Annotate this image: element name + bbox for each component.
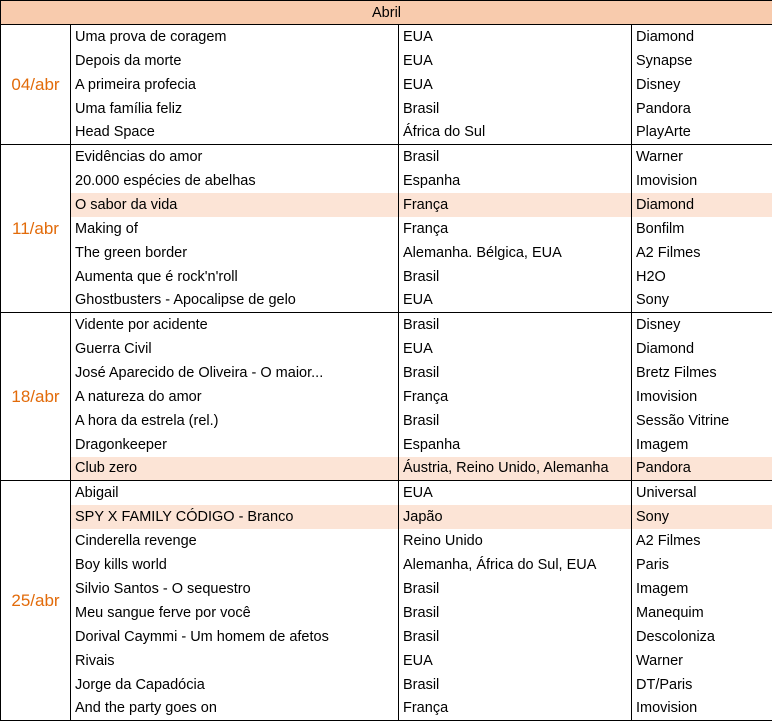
- release-rows: [1, 25, 772, 721]
- country-cell: EUA: [399, 481, 632, 505]
- distributor-cell: Imagem: [632, 577, 772, 601]
- movie-title-cell: José Aparecido de Oliveira - O maior...: [71, 361, 399, 385]
- distributor-cell: Imovision: [632, 385, 772, 409]
- release-row: [1, 337, 772, 361]
- movie-title-cell: A natureza do amor: [71, 385, 399, 409]
- release-row: [1, 145, 772, 169]
- release-row: [1, 217, 772, 241]
- country-cell: Brasil: [399, 97, 632, 121]
- distributor-cell: A2 Filmes: [632, 529, 772, 553]
- movie-title-cell: The green border: [71, 241, 399, 265]
- movie-title-cell: Cinderella revenge: [71, 529, 399, 553]
- distributor-cell: Sony: [632, 289, 772, 313]
- country-cell: Alemanha. Bélgica, EUA: [399, 241, 632, 265]
- distributor-cell: Bonfilm: [632, 217, 772, 241]
- distributor-cell: Sessão Vitrine: [632, 409, 772, 433]
- movie-title-cell: Dorival Caymmi - Um homem de afetos: [71, 625, 399, 649]
- release-date-cell: 11/abr: [1, 145, 71, 313]
- country-cell: França: [399, 697, 632, 721]
- country-cell: Brasil: [399, 145, 632, 169]
- movie-title-cell: And the party goes on: [71, 697, 399, 721]
- release-row: [1, 49, 772, 73]
- distributor-cell: Warner: [632, 649, 772, 673]
- movie-title-cell: Rivais: [71, 649, 399, 673]
- country-cell: Brasil: [399, 577, 632, 601]
- country-cell: Reino Unido: [399, 529, 632, 553]
- movie-title-cell: Vidente por acidente: [71, 313, 399, 337]
- movie-title-cell: Depois da morte: [71, 49, 399, 73]
- country-cell: Alemanha, África do Sul, EUA: [399, 553, 632, 577]
- release-row: [1, 649, 772, 673]
- distributor-cell: Disney: [632, 313, 772, 337]
- release-row: [1, 697, 772, 721]
- distributor-cell: PlayArte: [632, 121, 772, 145]
- country-cell: EUA: [399, 25, 632, 49]
- movie-title-cell: Making of: [71, 217, 399, 241]
- country-cell: Espanha: [399, 169, 632, 193]
- release-row: [1, 481, 772, 505]
- distributor-cell: DT/Paris: [632, 673, 772, 697]
- distributor-cell: Manequim: [632, 601, 772, 625]
- movie-title-cell: A primeira profecia: [71, 73, 399, 97]
- movie-title-cell: Silvio Santos - O sequestro: [71, 577, 399, 601]
- distributor-cell: Warner: [632, 145, 772, 169]
- country-cell: EUA: [399, 49, 632, 73]
- distributor-cell: Diamond: [632, 337, 772, 361]
- distributor-cell: Paris: [632, 553, 772, 577]
- country-cell: Brasil: [399, 313, 632, 337]
- country-cell: EUA: [399, 289, 632, 313]
- release-row: [1, 97, 772, 121]
- movie-title-cell: Jorge da Capadócia: [71, 673, 399, 697]
- country-cell: Áustria, Reino Unido, Alemanha: [399, 457, 632, 481]
- movie-title-cell: Club zero: [71, 457, 399, 481]
- release-date-cell: 25/abr: [1, 481, 71, 721]
- release-row: [1, 529, 772, 553]
- country-cell: Japão: [399, 505, 632, 529]
- movie-title-cell: Ghostbusters - Apocalipse de gelo: [71, 289, 399, 313]
- movie-title-cell: Head Space: [71, 121, 399, 145]
- movie-title-cell: 20.000 espécies de abelhas: [71, 169, 399, 193]
- release-row: [1, 625, 772, 649]
- release-row: [1, 121, 772, 145]
- release-row: [1, 193, 772, 217]
- release-row: [1, 505, 772, 529]
- distributor-cell: Pandora: [632, 457, 772, 481]
- release-row: [1, 673, 772, 697]
- movie-title-cell: Abigail: [71, 481, 399, 505]
- movie-title-cell: Uma prova de coragem: [71, 25, 399, 49]
- country-cell: Brasil: [399, 361, 632, 385]
- release-date-cell: 04/abr: [1, 25, 71, 145]
- month-header-row: [1, 1, 772, 25]
- release-row: [1, 289, 772, 313]
- country-cell: Brasil: [399, 409, 632, 433]
- release-row: [1, 241, 772, 265]
- movie-title-cell: Dragonkeeper: [71, 433, 399, 457]
- movie-title-cell: Guerra Civil: [71, 337, 399, 361]
- country-cell: Brasil: [399, 265, 632, 289]
- country-cell: EUA: [399, 337, 632, 361]
- distributor-cell: Diamond: [632, 193, 772, 217]
- country-cell: Brasil: [399, 601, 632, 625]
- release-row: [1, 577, 772, 601]
- release-row: [1, 433, 772, 457]
- release-row: [1, 385, 772, 409]
- country-cell: Espanha: [399, 433, 632, 457]
- release-row: [1, 73, 772, 97]
- release-row: [1, 361, 772, 385]
- country-cell: França: [399, 217, 632, 241]
- movie-title-cell: Evidências do amor: [71, 145, 399, 169]
- release-row: [1, 265, 772, 289]
- release-row: [1, 169, 772, 193]
- country-cell: França: [399, 385, 632, 409]
- distributor-cell: Imovision: [632, 697, 772, 721]
- distributor-cell: Sony: [632, 505, 772, 529]
- distributor-cell: Bretz Filmes: [632, 361, 772, 385]
- country-cell: França: [399, 193, 632, 217]
- movie-title-cell: Aumenta que é rock'n'roll: [71, 265, 399, 289]
- distributor-cell: H2O: [632, 265, 772, 289]
- release-row: [1, 409, 772, 433]
- movie-title-cell: A hora da estrela (rel.): [71, 409, 399, 433]
- release-row: [1, 25, 772, 49]
- country-cell: EUA: [399, 73, 632, 97]
- country-cell: Brasil: [399, 625, 632, 649]
- movie-title-cell: Uma família feliz: [71, 97, 399, 121]
- country-cell: EUA: [399, 649, 632, 673]
- distributor-cell: Imagem: [632, 433, 772, 457]
- month-header: Abril: [1, 1, 772, 25]
- release-row: [1, 457, 772, 481]
- release-date-cell: 18/abr: [1, 313, 71, 481]
- release-row: [1, 553, 772, 577]
- distributor-cell: Disney: [632, 73, 772, 97]
- country-cell: Brasil: [399, 673, 632, 697]
- release-row: [1, 601, 772, 625]
- distributor-cell: Synapse: [632, 49, 772, 73]
- distributor-cell: A2 Filmes: [632, 241, 772, 265]
- movie-title-cell: SPY X FAMILY CÓDIGO - Branco: [71, 505, 399, 529]
- movie-title-cell: O sabor da vida: [71, 193, 399, 217]
- distributor-cell: Pandora: [632, 97, 772, 121]
- distributor-cell: Diamond: [632, 25, 772, 49]
- distributor-cell: Universal: [632, 481, 772, 505]
- movie-title-cell: Meu sangue ferve por você: [71, 601, 399, 625]
- release-row: [1, 313, 772, 337]
- country-cell: África do Sul: [399, 121, 632, 145]
- distributor-cell: Imovision: [632, 169, 772, 193]
- distributor-cell: Descoloniza: [632, 625, 772, 649]
- movie-title-cell: Boy kills world: [71, 553, 399, 577]
